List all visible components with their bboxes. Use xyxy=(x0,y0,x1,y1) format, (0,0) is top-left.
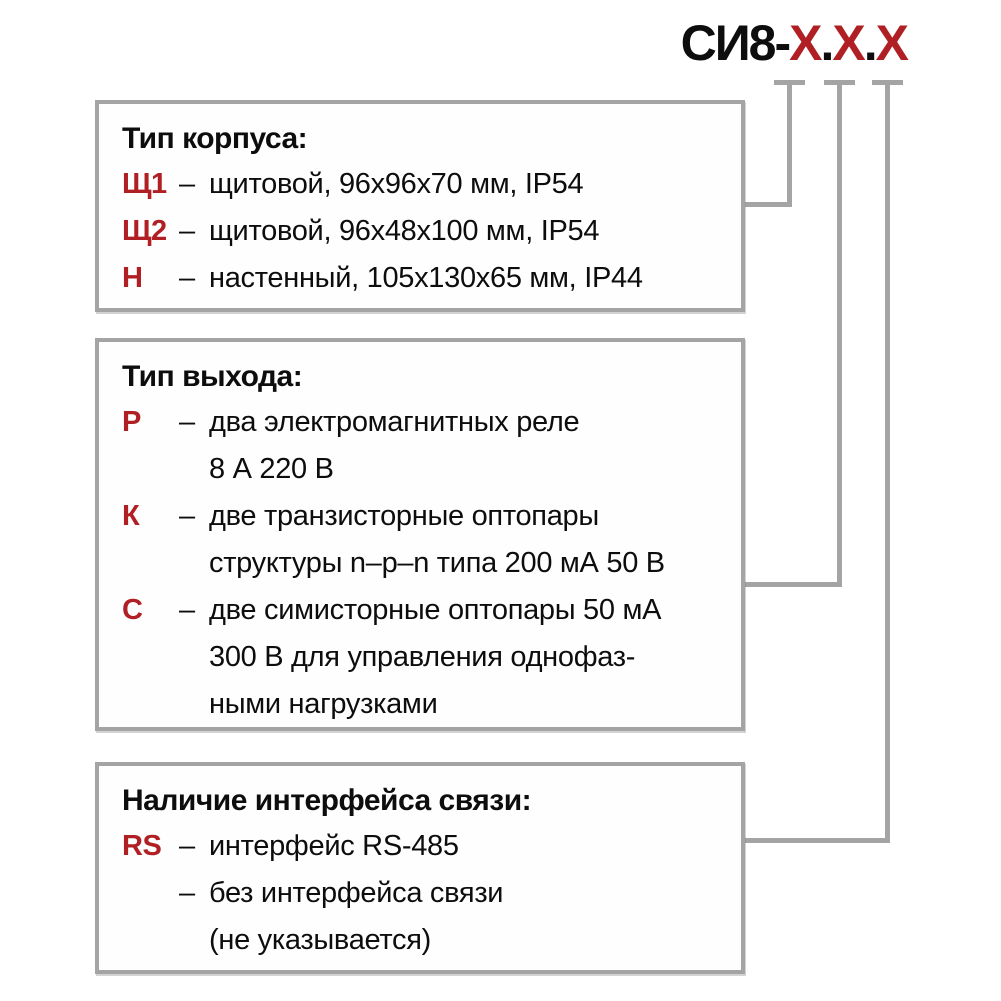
option-dash: – xyxy=(179,406,196,438)
option-description xyxy=(209,587,731,728)
connector-stem-2 xyxy=(837,80,842,587)
description-line: настенный, 105х130х65 мм, IP44 xyxy=(209,262,643,294)
box-interface xyxy=(95,762,745,974)
connector-stem-1 xyxy=(787,80,792,207)
option-code: С xyxy=(122,594,143,626)
option-description xyxy=(209,823,731,870)
option-dash: – xyxy=(179,877,196,909)
description-line: (не указывается) xyxy=(209,924,432,956)
page-title xyxy=(681,14,907,72)
option-code: Н xyxy=(122,262,143,294)
description-line: щитовой, 96х48х100 мм, IP54 xyxy=(209,215,600,247)
description-line: без интерфейса связи xyxy=(209,877,504,909)
description-line: интерфейс RS-485 xyxy=(209,830,459,862)
option-description xyxy=(209,399,731,493)
option-description xyxy=(209,255,731,302)
description-line: две симисторные оптопары 50 мА xyxy=(209,594,662,626)
option-row xyxy=(122,399,731,493)
connector-hline-2 xyxy=(745,582,842,587)
description-line: 8 А 220 В xyxy=(209,453,334,485)
box-body-type-title: Тип корпуса: xyxy=(122,122,308,155)
option-dash: – xyxy=(179,500,196,532)
option-row xyxy=(122,870,731,964)
option-description xyxy=(209,493,731,587)
option-dash: – xyxy=(179,830,196,862)
description-line: щитовой, 96х96х70 мм, IP54 xyxy=(209,168,584,200)
option-row xyxy=(122,208,731,255)
description-line: две транзисторные оптопары xyxy=(209,500,599,532)
description-line: структуры n–p–n типа 200 мА 50 В xyxy=(209,547,665,579)
connector-stem-3 xyxy=(885,80,890,843)
option-dash: – xyxy=(179,594,196,626)
box-output-type-title: Тип выхода: xyxy=(122,360,303,393)
title-dot-2: . xyxy=(863,15,876,71)
option-dash: – xyxy=(179,262,196,294)
option-code: RS xyxy=(122,830,162,862)
option-row xyxy=(122,823,731,870)
connector-hline-3 xyxy=(745,838,890,843)
option-code: К xyxy=(122,500,140,532)
title-x-2: Х xyxy=(832,15,864,71)
option-row xyxy=(122,587,731,728)
title-model-prefix: СИ8- xyxy=(680,15,790,71)
option-description xyxy=(209,161,731,208)
box-output-type xyxy=(95,338,745,731)
title-dot-1: . xyxy=(820,15,833,71)
option-code: Щ2 xyxy=(122,215,167,247)
box-interface-title: Наличие интерфейса связи: xyxy=(122,784,532,817)
connector-hline-1 xyxy=(745,202,792,207)
description-line: 300 В для управления однофаз- xyxy=(209,641,636,673)
option-code: Щ1 xyxy=(122,168,167,200)
title-x-3: Х xyxy=(875,15,907,71)
option-code: Р xyxy=(122,406,141,438)
option-dash: – xyxy=(179,168,196,200)
option-row xyxy=(122,255,731,302)
option-description xyxy=(209,870,731,964)
option-description xyxy=(209,208,731,255)
description-line: два электромагнитных реле xyxy=(209,406,580,438)
option-dash: – xyxy=(179,215,196,247)
option-row xyxy=(122,493,731,587)
description-line: ными нагрузками xyxy=(209,688,438,720)
title-x-1: Х xyxy=(789,15,821,71)
option-row xyxy=(122,161,731,208)
box-body-type xyxy=(95,100,745,312)
